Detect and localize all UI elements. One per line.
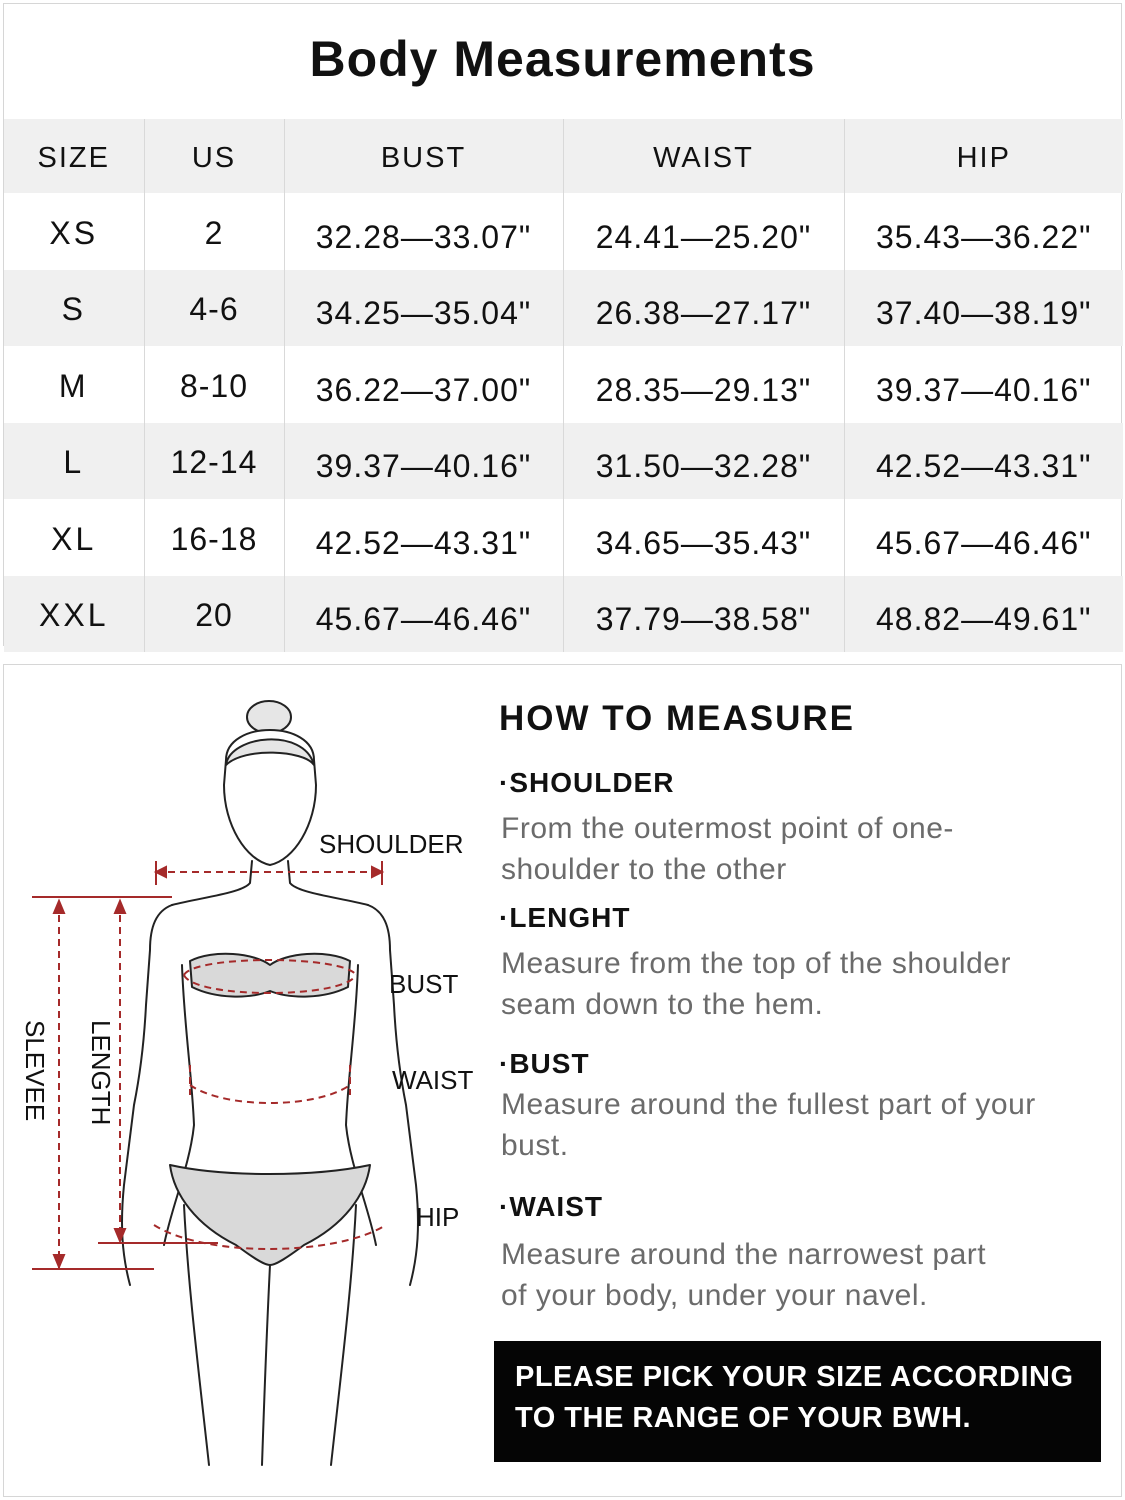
waist-desc-line: Measure around the narrowest part — [501, 1238, 987, 1271]
bust-label: BUST — [389, 969, 459, 999]
length-desc-line: seam down to the hem. — [501, 988, 824, 1021]
bust-cell: 45.67—46.46" — [284, 576, 563, 653]
us-cell: 16-18 — [144, 499, 284, 576]
waist-cell: 24.41—25.20" — [563, 193, 844, 270]
bust-description — [501, 1084, 1121, 1166]
bust-cell: 42.52—43.31" — [284, 499, 563, 576]
page-title: Body Measurements — [309, 31, 816, 87]
size-cell: XS — [4, 193, 144, 270]
bust-cell: 32.28—33.07" — [284, 193, 563, 270]
waist-description — [501, 1234, 1121, 1316]
how-to-measure-title: HOW TO MEASURE — [499, 699, 855, 738]
us-cell: 4-6 — [144, 270, 284, 347]
table-row — [4, 576, 1123, 653]
size-chart-card — [3, 3, 1122, 646]
body-figure-illustration — [4, 665, 494, 1498]
hip-cell: 45.67—46.46" — [875, 524, 1092, 561]
waist-cell: 37.79—38.58" — [563, 576, 844, 653]
header-us: US — [144, 119, 284, 193]
header-waist: WAIST — [563, 119, 844, 193]
us-cell: 12-14 — [144, 423, 284, 500]
waist-label: WAIST — [392, 1065, 474, 1095]
bust-cell: 39.37—40.16" — [284, 423, 563, 500]
shoulder-heading: ·SHOULDER — [499, 767, 675, 798]
length-label: LENGTH — [86, 1020, 116, 1126]
size-cell: L — [4, 423, 144, 500]
length-desc-line: Measure from the top of the shoulder — [501, 947, 1011, 980]
size-table — [4, 119, 1123, 652]
hip-cell: 35.43—36.22" — [875, 218, 1092, 255]
bust-desc-line: bust. — [501, 1129, 569, 1162]
header-size: SIZE — [4, 119, 144, 193]
waist-cell: 28.35—29.13" — [563, 346, 844, 423]
size-notice-banner — [494, 1341, 1101, 1462]
length-heading: ·LENGHT — [499, 902, 631, 933]
table-row — [4, 270, 1123, 347]
header-hip: HIP — [956, 141, 1011, 174]
sleeve-label: SLEVEE — [20, 1020, 50, 1122]
notice-line: PLEASE PICK YOUR SIZE ACCORDING — [515, 1361, 1074, 1393]
size-cell: S — [4, 270, 144, 347]
waist-cell: 31.50—32.28" — [563, 423, 844, 500]
bust-desc-line: Measure around the fullest part of your — [501, 1088, 1036, 1121]
hip-cell: 39.37—40.16" — [875, 371, 1092, 408]
table-row — [4, 499, 1123, 576]
waist-heading: ·WAIST — [499, 1191, 603, 1222]
shoulder-label: SHOULDER — [319, 829, 464, 859]
table-row — [4, 346, 1123, 423]
bust-heading: ·BUST — [499, 1048, 590, 1079]
table-row — [4, 423, 1123, 500]
hip-label: HIP — [416, 1202, 460, 1232]
bust-cell: 34.25—35.04" — [284, 270, 563, 347]
shoulder-description — [501, 808, 1121, 890]
length-description — [501, 943, 1121, 1025]
hip-cell: 42.52—43.31" — [875, 448, 1092, 485]
header-bust: BUST — [284, 119, 563, 193]
size-cell: XL — [4, 499, 144, 576]
size-cell: XXL — [4, 576, 144, 653]
measure-guide-card — [3, 664, 1122, 1497]
us-cell: 20 — [144, 576, 284, 653]
shoulder-desc-line: From the outermost point of one- — [501, 812, 954, 845]
bust-cell: 36.22—37.00" — [284, 346, 563, 423]
waist-cell: 26.38—27.17" — [563, 270, 844, 347]
table-row — [4, 193, 1123, 270]
us-cell: 2 — [144, 193, 284, 270]
size-cell: M — [4, 346, 144, 423]
hip-cell: 37.40—38.19" — [875, 295, 1092, 332]
table-header-row — [4, 119, 1123, 193]
shoulder-desc-line: shoulder to the other — [501, 853, 787, 886]
waist-cell: 34.65—35.43" — [563, 499, 844, 576]
hip-cell: 48.82—49.61" — [875, 601, 1092, 638]
us-cell: 8-10 — [144, 346, 284, 423]
notice-line: TO THE RANGE OF YOUR BWH. — [515, 1402, 972, 1434]
waist-desc-line: of your body, under your navel. — [501, 1279, 928, 1312]
